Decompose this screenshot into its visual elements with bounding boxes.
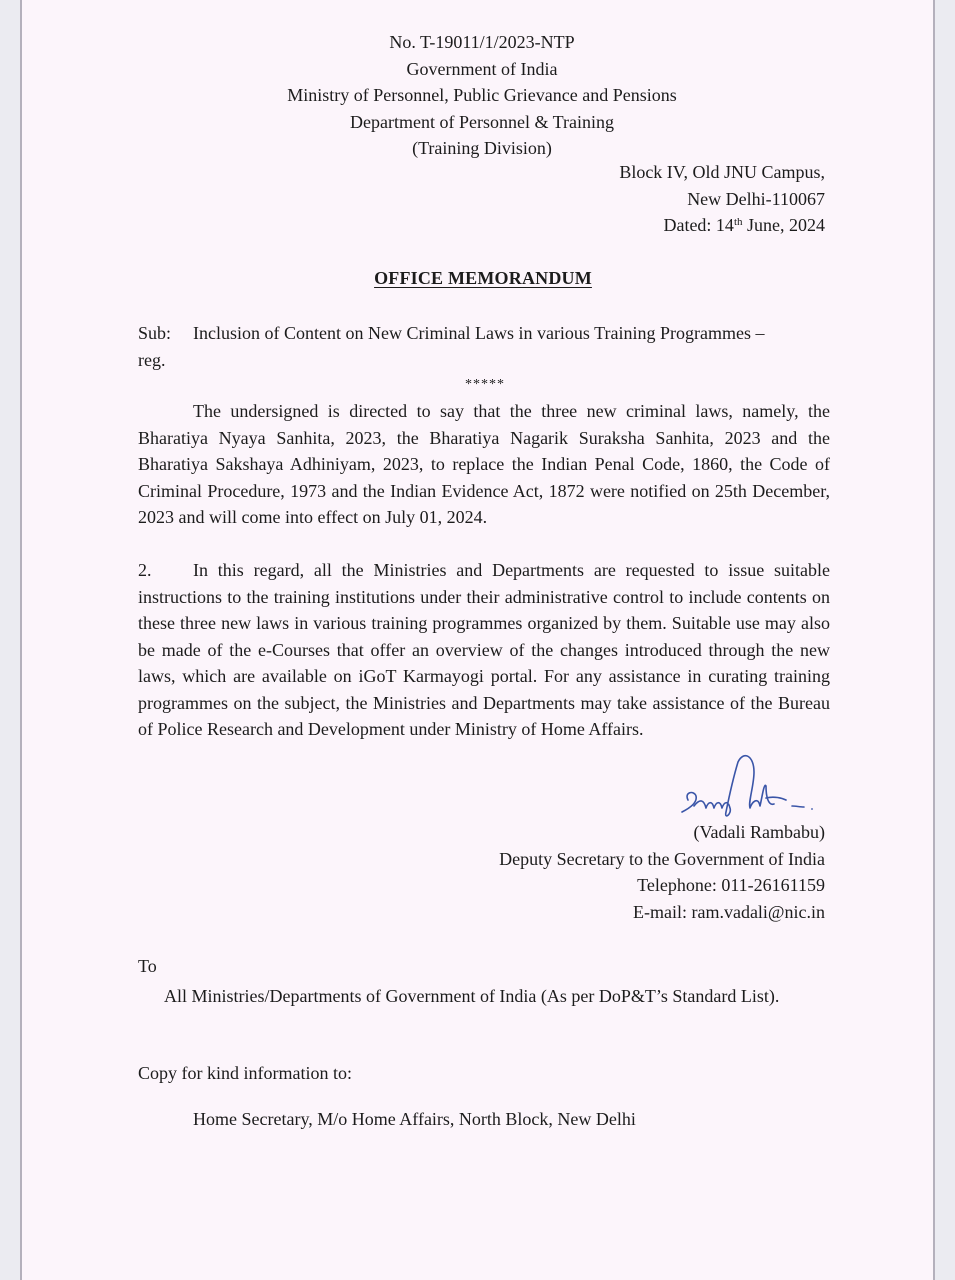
document-title: OFFICE MEMORANDUM: [374, 268, 592, 288]
ministry-name: Ministry of Personnel, Public Grievance and Pensions: [287, 85, 677, 105]
file-number: No. T-19011/1/2023-NTP: [389, 32, 575, 52]
office-address: [619, 159, 825, 239]
signatory-block: [499, 819, 825, 925]
division-name: (Training Division): [412, 138, 552, 158]
address-line-2: New Delhi-110067: [687, 188, 825, 209]
letterhead: [2, 29, 955, 162]
handwritten-signature-icon: [674, 752, 834, 822]
paragraph-2-number: 2.: [138, 560, 152, 580]
to-recipients: All Ministries/Departments of Government of India (As per DoP&T’s Standard List).: [164, 986, 780, 1006]
date-ordinal: th: [733, 216, 743, 228]
paragraph-2: [138, 557, 830, 743]
paragraph-1: [138, 398, 830, 531]
copy-recipient-1: Home Secretary, M/o Home Affairs, North Block, New Delhi: [193, 1109, 636, 1129]
paragraph-2-text: In this regard, all the Ministries and Departments are requested to issue suitable instructions to the training institutions under their administrative control to include contents on these three new laws in various training programmes organized by them. Suitable use may also be made of the e-Courses that offer an overview of the changes introduced through the new laws, which are available on iGoT Karmayogi portal. For any assistance in curating training programmes on the subject, the Ministries and Departments may take assistance of the Bureau of Police Research and Development under Ministry of Home Affairs.: [138, 560, 830, 739]
subject-text: Inclusion of Content on New Criminal Laws in various Training Programmes –: [193, 323, 765, 343]
government-name: Government of India: [406, 58, 558, 79]
signatory-telephone: Telephone: 011-26161159: [637, 875, 825, 895]
signatory-email: E-mail: ram.vadali@nic.in: [632, 901, 825, 922]
subject-label: Sub:: [138, 323, 172, 343]
date-rest: June, 2024: [742, 215, 825, 235]
department-name: Department of Personnel & Training: [350, 111, 614, 132]
separator-stars: *****: [465, 377, 505, 392]
date-prefix: Dated: 14: [663, 215, 734, 235]
signatory-name: (Vadali Rambabu): [693, 822, 825, 842]
to-label: To: [138, 956, 157, 976]
copy-to-label: Copy for kind information to:: [138, 1063, 352, 1083]
address-line-1: Block IV, Old JNU Campus,: [619, 162, 825, 182]
dated-line: [619, 212, 825, 239]
subject-continuation: reg.: [138, 349, 166, 370]
paragraph-1-text: The undersigned is directed to say that the three new criminal laws, namely, the Bharatiya Nyaya Sanhita, 2023, the Bharatiya Nagarik Suraksha Sanhita, 2023 and the Bharatiya Sakshaya Adhiniyam, 2023, to replace the Indian Penal Code, 1860, the Code of Criminal Procedure, 1973 and the Indian Evidence Act, 1872 were notified on 25th December, 2023 and will come into effect on July 01, 2024.: [138, 401, 830, 527]
memorandum-page: [20, 0, 935, 1280]
signatory-designation: Deputy Secretary to the Government of India: [499, 848, 825, 869]
subject-block: [138, 320, 830, 373]
